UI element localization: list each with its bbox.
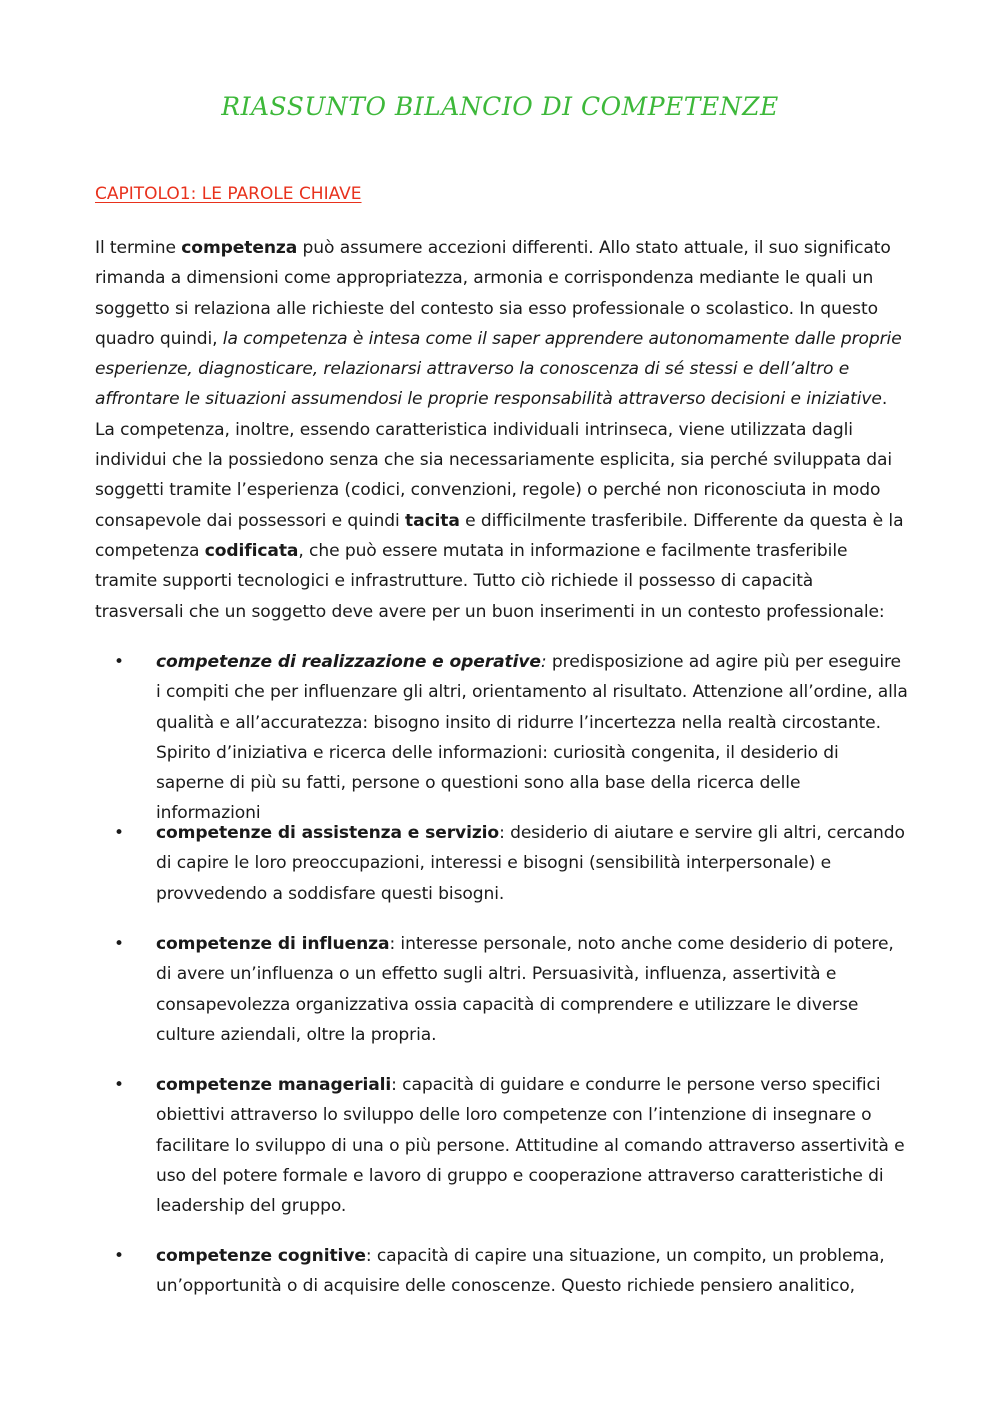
bullet-marker: • (114, 823, 124, 843)
list-item (114, 647, 908, 829)
chapter-heading: CAPITOLO1: LE PAROLE CHIAVE (95, 184, 362, 204)
bullet-marker: • (114, 1246, 124, 1266)
term-codificata: codificata (204, 540, 299, 561)
list-item (114, 1070, 908, 1221)
list-item-term: competenze di influenza (156, 934, 390, 954)
intro-text-1: Il termine (95, 238, 182, 258)
term-tacita: tacita (405, 510, 460, 531)
list-item-term: competenze di realizzazione e operative (156, 652, 541, 672)
list-item-text: : capacità di guidare e condurre le persone verso specifici obiettivi attraverso lo sviluppo delle loro competenze con l’intenzione di insegnare o facilitare lo sviluppo di una o più persone. Attitudine al comando attraverso assertività e uso del potere formale e lavoro di gruppo e cooperazione attraverso caratteristiche di leadership del gruppo. (156, 1075, 905, 1217)
list-item-text: : capacità di capire una situazione, un compito, un problema, un’opportunità o di acquisire delle conoscenze. Questo richiede pensiero analitico, (156, 1246, 885, 1297)
bullet-marker: • (114, 1075, 124, 1095)
list-item-text: : desiderio di aiutare e servire gli altri, cercando di capire le loro preoccupazioni, interessi e bisogni (sensibilità interpersonale) e provvedendo a soddisfare questi bisogni. (156, 823, 905, 904)
intro-text-2: può assumere accezioni differenti. Allo stato attuale, il suo significato rimanda a dimensioni come appropriatezza, armonia e corrispondenza mediante le quali un soggetto si relaziona alle richieste del contesto sia esso professionale o scolastico. In questo quadro quindi, (95, 238, 891, 349)
list-item (114, 1241, 908, 1302)
list-item-separator: : (540, 652, 547, 672)
bullet-marker: • (114, 652, 124, 672)
bullet-marker: • (114, 934, 124, 954)
intro-text-5: , che può essere mutata in informazione e facilmente trasferibile tramite supporti tecnologici e infrastrutture. Tutto ciò richiede il possesso di capacità trasversali che un soggetto deve avere per un buon inserimenti in un contesto professionale: (95, 540, 885, 622)
list-item-term: competenze di assistenza e servizio (156, 823, 500, 843)
list-item-term: competenze cognitive (156, 1246, 366, 1266)
intro-italic-definition: la competenza è intesa come il saper apprendere autonomamente dalle proprie esperienze, diagnosticare, relazionarsi attraverso la conoscenza di sé stessi e dell’altro e affrontare le situazioni assumendosi le proprie responsabilità attraverso decisioni e iniziative (95, 328, 902, 410)
intro-text-3: . La competenza, inoltre, essendo caratteristica individuali intrinseca, viene utilizzata dagli individui che la possiedono senza che sia necessariamente esplicita, sia perché sviluppata dai soggetti tramite l’esperienza (codici, convenzioni, regole) o perché non riconosciuta in modo consapevole dai possessori e quindi (95, 389, 893, 531)
list-item-term: competenze manageriali (156, 1075, 392, 1095)
document-title: RIASSUNTO BILANCIO DI COMPETENZE (221, 92, 779, 121)
term-competenza: competenza (181, 238, 298, 258)
intro-text-4: e difficilmente trasferibile. Differente da questa è la competenza (95, 510, 904, 561)
list-item-text: predisposizione ad agire più per eseguire i compiti che per influenzare gli altri, orientamento al risultato. Attenzione all’ordine, alla qualità e all’accuratezza: bisogno insito di ridurre l’incertezza nella realtà circostante. Spirito d’iniziativa e ricerca delle informazioni: curiosità congenita, il desiderio di saperne di più su fatti, persone o questioni sono alla base della ricerca delle informazioni (156, 652, 908, 824)
intro-paragraph (95, 233, 907, 627)
list-item (114, 818, 908, 909)
list-item-text: : interesse personale, noto anche come desiderio di potere, di avere un’influenza o un effetto sugli altri. Persuasività, influenza, assertività e consapevolezza organizzativa ossia capacità di comprendere e utilizzare le diverse culture aziendali, oltre la propria. (156, 934, 894, 1045)
list-item (114, 929, 908, 1050)
